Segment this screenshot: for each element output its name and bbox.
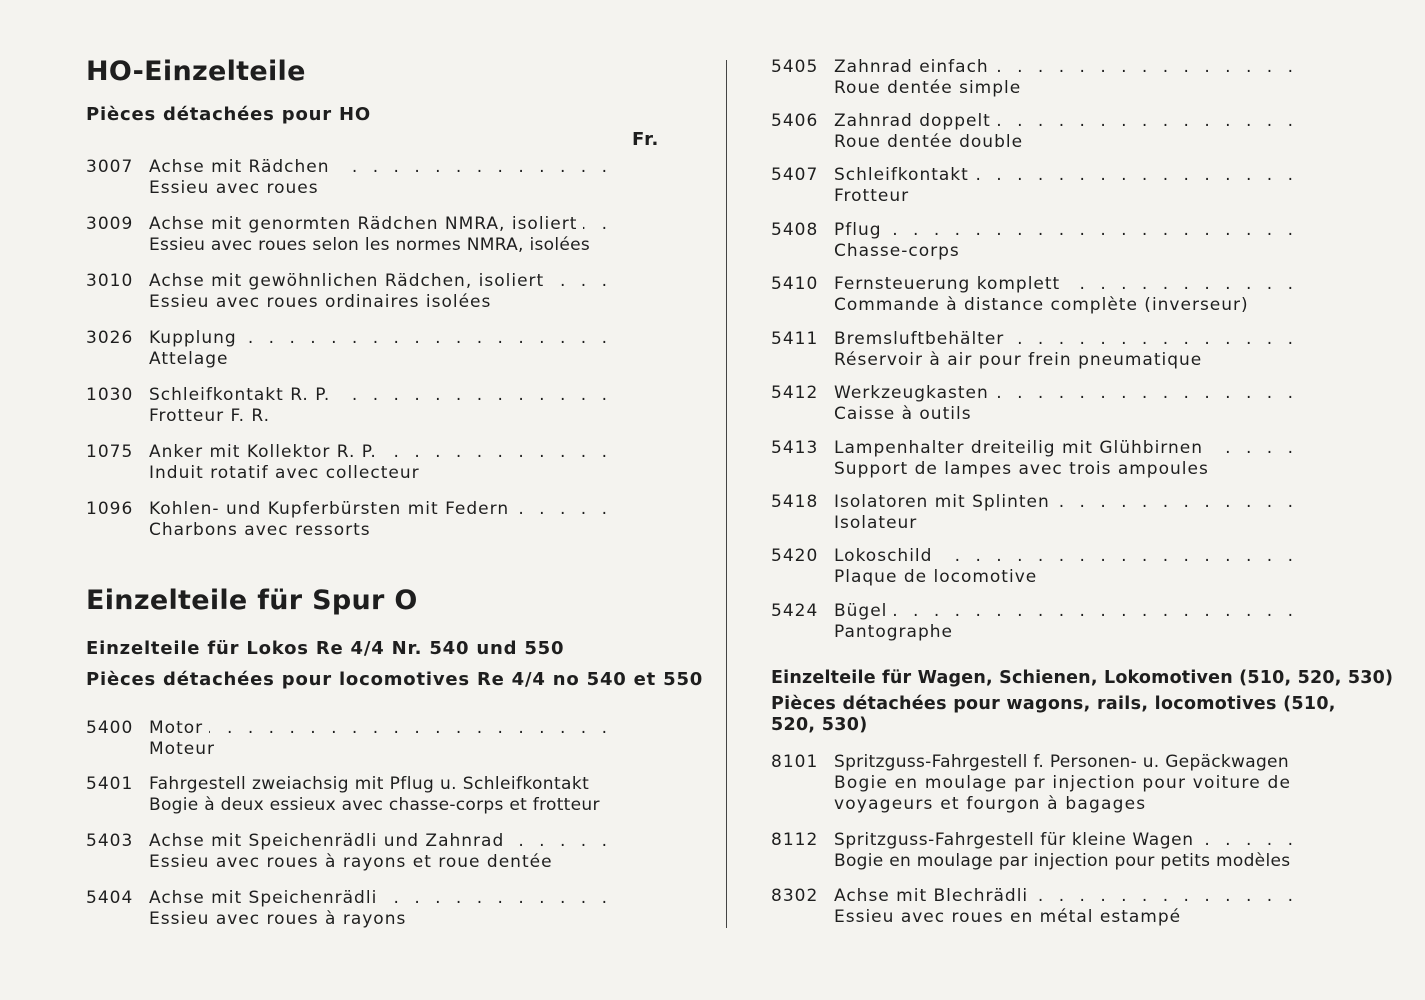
part-number: 8101	[771, 752, 819, 772]
part-name-fr: Induit rotatif avec collecteur	[149, 463, 420, 483]
part-name-de: Kupplung	[149, 328, 243, 348]
part-item	[771, 886, 1371, 928]
part-name-fr: Moteur	[149, 739, 215, 759]
part-number: 1096	[86, 499, 134, 519]
part-name-fr: Essieu avec roues à rayons et roue dentée	[149, 852, 553, 872]
part-name-de: Werkzeugkasten	[834, 383, 995, 403]
part-name-fr: Essieu avec roues ordinaires isolées	[149, 292, 492, 312]
part-name-fr: Plaque de locomotive	[834, 567, 1038, 587]
part-item	[771, 546, 1371, 588]
part-number: 3026	[86, 328, 134, 348]
part-item	[771, 165, 1371, 207]
part-number: 5405	[771, 57, 819, 77]
part-number: 5411	[771, 329, 819, 349]
part-name-de: Zahnrad doppelt	[834, 111, 997, 131]
part-number: 3007	[86, 157, 134, 177]
part-name-de: Achse mit Rädchen	[149, 157, 336, 177]
part-number: 5418	[771, 492, 819, 512]
part-number: 5401	[86, 774, 134, 794]
part-item	[771, 601, 1371, 643]
part-item	[771, 274, 1371, 316]
part-item	[771, 438, 1371, 480]
part-name-fr: Support de lampes avec trois ampoules	[834, 459, 1209, 479]
part-number: 8112	[771, 830, 819, 850]
part-name-fr: Bogie à deux essieux avec chasse-corps et frotteur	[149, 795, 600, 815]
part-name-fr: Roue dentée double	[834, 132, 1024, 152]
section-subtitle-ho: Pièces détachées pour HO	[86, 104, 371, 125]
part-number: 3010	[86, 271, 134, 291]
part-name-fr: Essieu avec roues selon les normes NMRA, isolées	[149, 235, 591, 255]
part-item	[771, 57, 1371, 99]
part-number: 1075	[86, 442, 134, 462]
section-subtitle-wagen-de: Einzelteile für Wagen, Schienen, Lokomotiven (510, 520, 530)	[771, 668, 1394, 688]
part-name-de: Achse mit gewöhnlichen Rädchen, isoliert	[149, 271, 550, 291]
part-name-de: Zahnrad einfach	[834, 57, 995, 77]
part-item	[771, 111, 1371, 153]
part-number: 5404	[86, 888, 134, 908]
part-item	[86, 214, 666, 256]
part-name-fr: Frotteur	[834, 186, 910, 206]
part-name-fr: Commande à distance complète (inverseur)	[834, 295, 1249, 315]
part-item	[86, 157, 666, 199]
section-subtitle-o-de: Einzelteile für Lokos Re 4/4 Nr. 540 und 550	[86, 638, 565, 659]
part-name-de: Schleifkontakt R. P.	[149, 385, 336, 405]
part-number: 5424	[771, 601, 819, 621]
part-name-de: Fernsteuerung komplett	[834, 274, 1066, 294]
part-item	[771, 830, 1371, 872]
part-name-fr: Isolateur	[834, 513, 918, 533]
part-name-fr: Bogie en moulage par injection pour petits modèles	[834, 851, 1291, 871]
part-name-de: Achse mit Blechrädli	[834, 886, 1034, 906]
part-name-fr: Caisse à outils	[834, 404, 972, 424]
part-number: 5403	[86, 831, 134, 851]
section-title-spur-o: Einzelteile für Spur O	[86, 585, 418, 616]
part-name-de: Bügel	[834, 601, 893, 621]
part-name-de: Bremsluftbehälter	[834, 329, 1010, 349]
part-item	[86, 442, 666, 484]
part-number: 5420	[771, 546, 819, 566]
part-name-de: Kohlen- und Kupferbürsten mit Federn	[149, 499, 515, 519]
section-subtitle-wagen-fr: Pièces détachées pour wagons, rails, locomotives (510, 520, 530)	[771, 694, 1336, 735]
part-number: 3009	[86, 214, 134, 234]
part-name-fr: Attelage	[149, 349, 229, 369]
part-name-fr: Essieu avec roues à rayons	[149, 909, 407, 929]
part-item	[86, 888, 666, 930]
part-item	[86, 718, 666, 760]
part-item	[86, 831, 666, 873]
section-title-ho: HO-Einzelteile	[86, 56, 306, 87]
part-number: 5408	[771, 220, 819, 240]
part-name-fr: Chasse-corps	[834, 241, 960, 261]
part-name-fr: Essieu avec roues	[149, 178, 319, 198]
part-name-fr: Frotteur F. R.	[149, 406, 270, 426]
part-name-de: Lampenhalter dreiteilig mit Glühbirnen	[834, 438, 1209, 458]
part-name-de: Achse mit Speichenrädli und Zahnrad	[149, 831, 510, 851]
part-item	[771, 383, 1371, 425]
currency-header: Fr.	[632, 129, 660, 150]
column-divider	[726, 60, 727, 928]
part-item	[86, 271, 666, 313]
part-number: 5410	[771, 274, 819, 294]
part-item	[771, 752, 1371, 815]
part-number: 5400	[86, 718, 134, 738]
section-subtitle-o-fr: Pièces détachées pour locomotives Re 4/4 no 540 et 550	[86, 669, 704, 690]
part-name-de: Lokoschild	[834, 546, 938, 566]
part-name-fr: Pantographe	[834, 622, 953, 642]
part-name-fr: Roue dentée simple	[834, 78, 1022, 98]
part-name-fr: Essieu avec roues en métal estampé	[834, 907, 1182, 927]
part-name-de: Isolatoren mit Splinten	[834, 492, 1056, 512]
part-name-de: Spritzguss-Fahrgestell für kleine Wagen	[834, 830, 1200, 850]
part-name-fr: Charbons avec ressorts	[149, 520, 371, 540]
part-item	[86, 499, 666, 541]
part-item	[86, 385, 666, 427]
part-number: 5413	[771, 438, 819, 458]
part-number: 5407	[771, 165, 819, 185]
part-number: 5412	[771, 383, 819, 403]
part-item	[771, 492, 1371, 534]
part-name-de: Spritzguss-Fahrgestell f. Personen- u. Gepäckwagen	[834, 752, 1289, 772]
part-name-fr: Bogie en moulage par injection pour voiture de voyageurs et fourgon à bagages	[834, 773, 1292, 814]
part-name-de: Motor	[149, 718, 209, 738]
part-name-de: Anker mit Kollektor R. P.	[149, 442, 383, 462]
part-number: 8302	[771, 886, 819, 906]
part-name-de: Fahrgestell zweiachsig mit Pflug u. Schleifkontakt	[149, 774, 590, 794]
part-number: 5406	[771, 111, 819, 131]
part-name-de: Achse mit genormten Rädchen NMRA, isoliert	[149, 214, 583, 234]
part-item	[86, 328, 666, 370]
part-item	[771, 220, 1371, 262]
part-name-de: Achse mit Speichenrädli	[149, 888, 383, 908]
part-item	[86, 774, 666, 816]
part-name-de: Pflug	[834, 220, 888, 240]
part-number: 1030	[86, 385, 134, 405]
part-name-de: Schleifkontakt	[834, 165, 975, 185]
part-name-fr: Réservoir à air pour frein pneumatique	[834, 350, 1203, 370]
part-item	[771, 329, 1371, 371]
